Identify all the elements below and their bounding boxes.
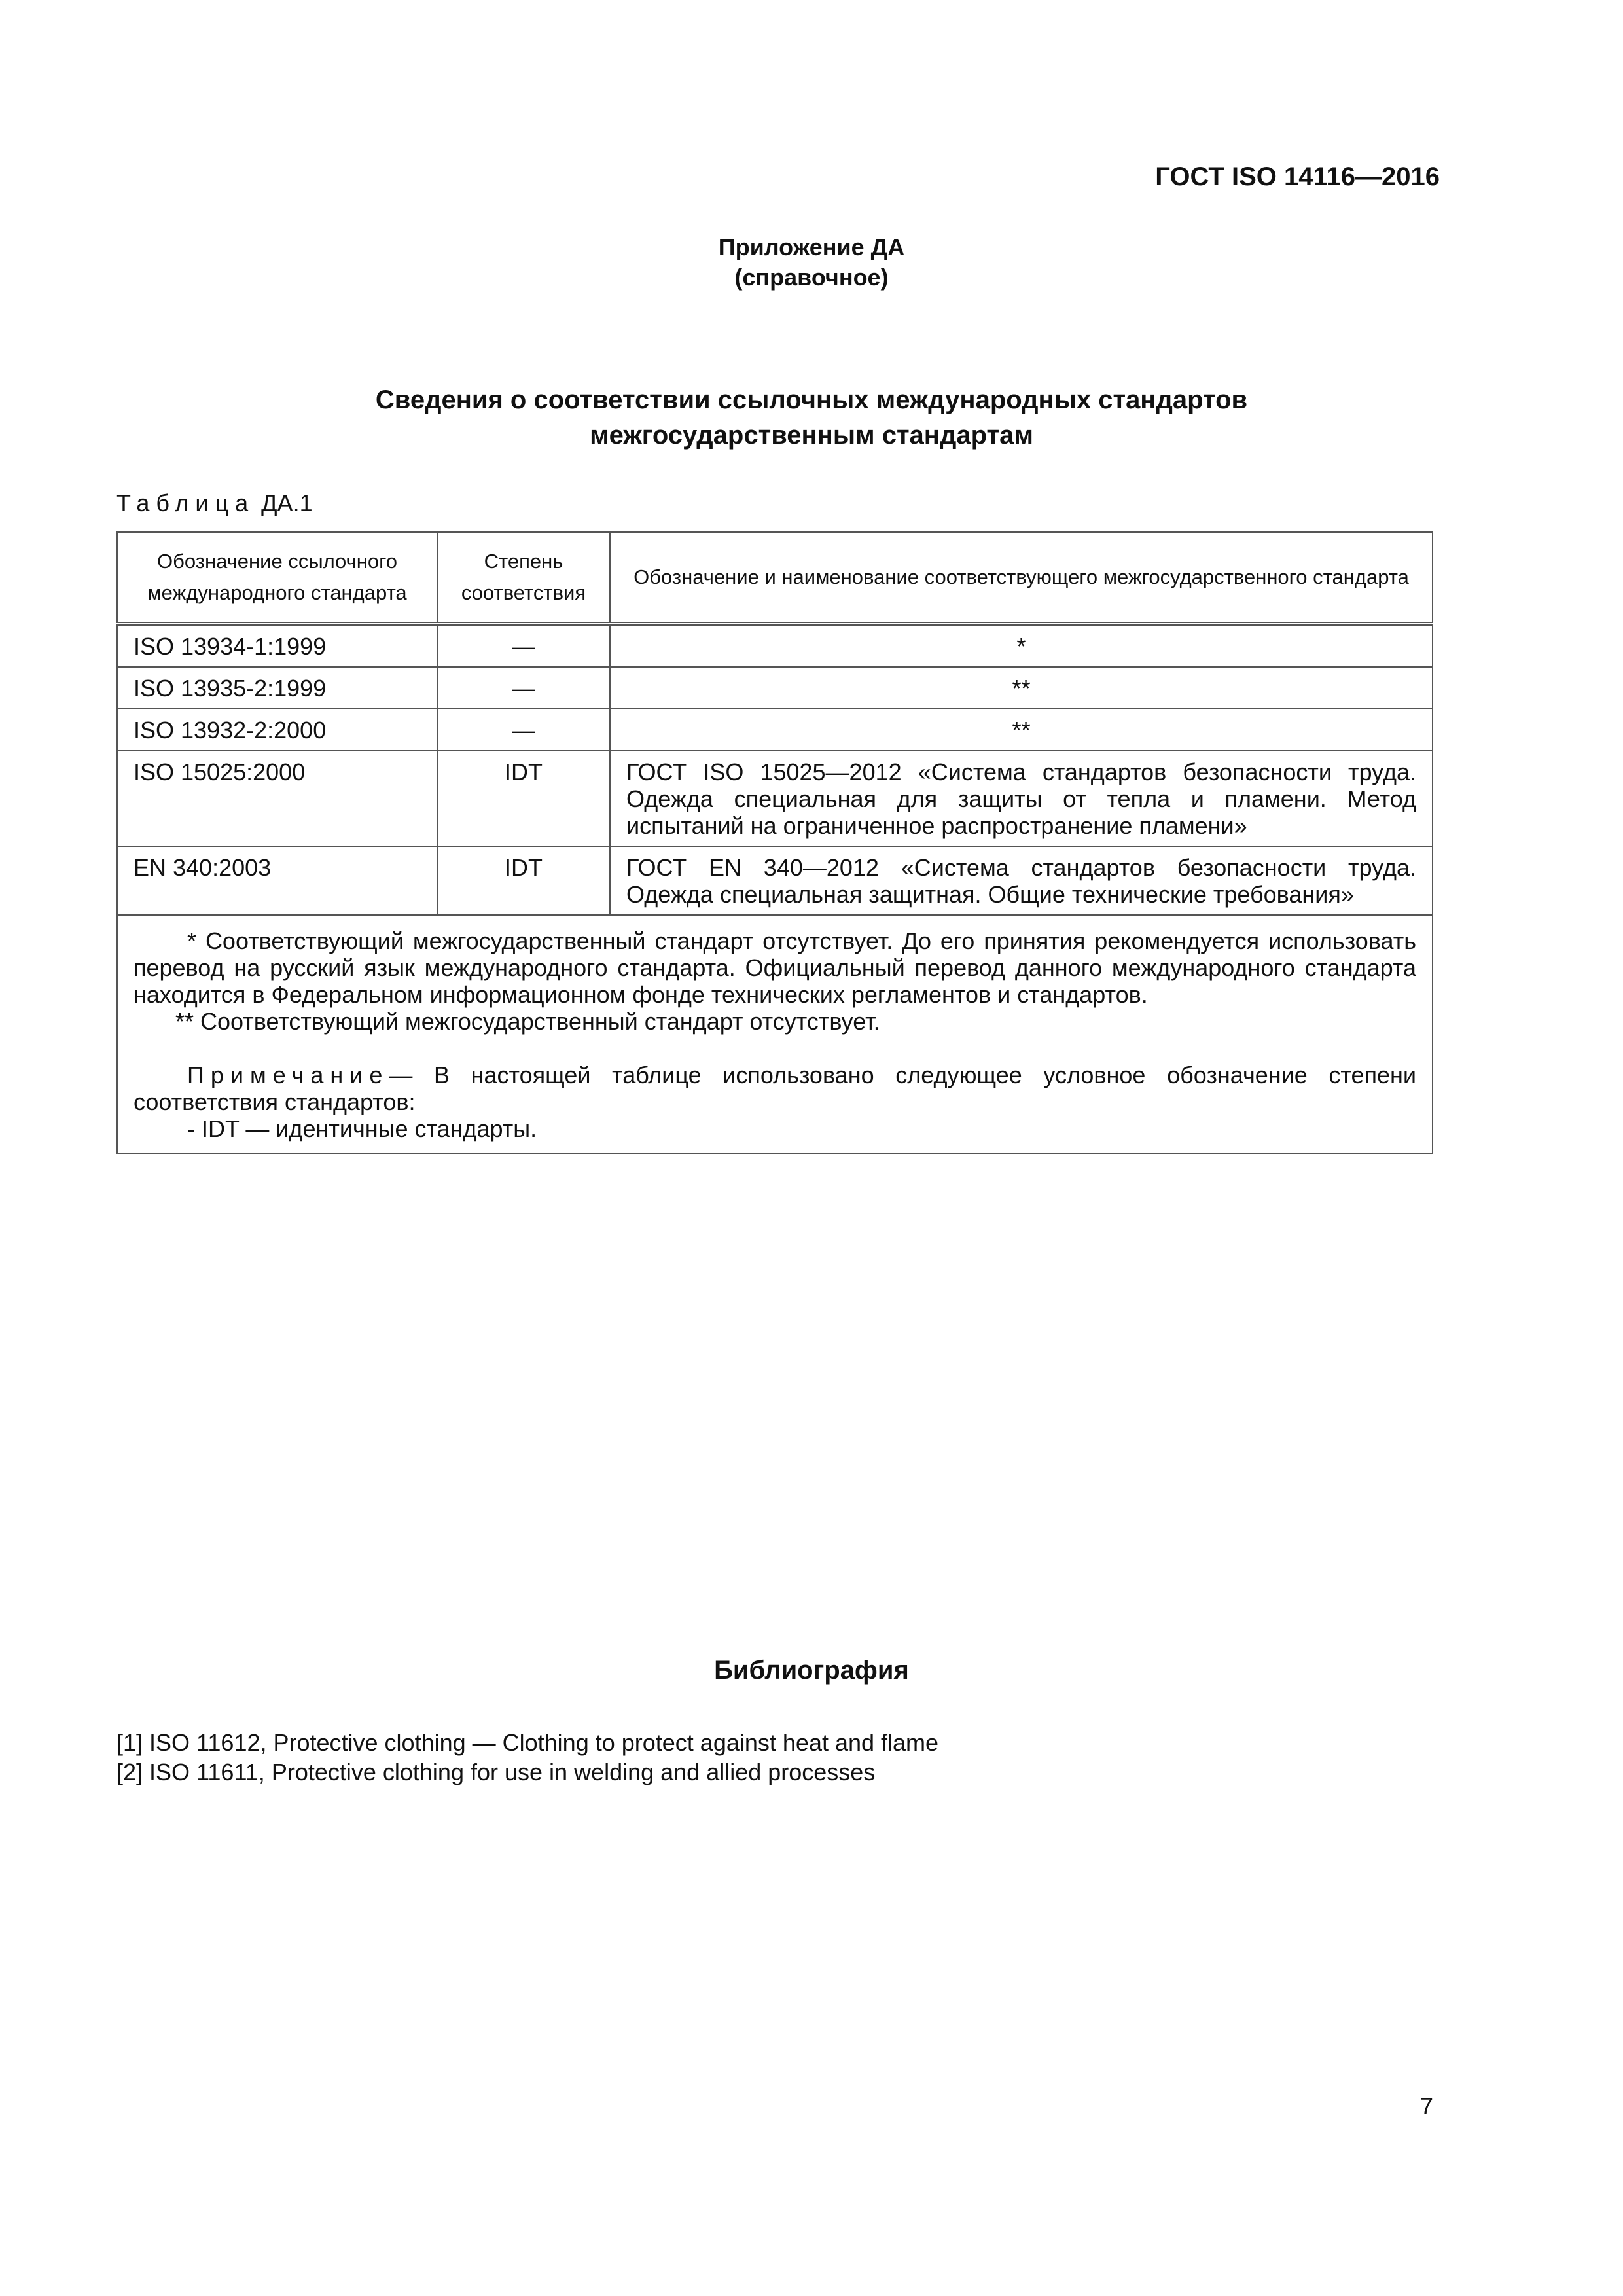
column-header-degree: Степень соответствия: [437, 532, 610, 624]
cell-degree: IDT: [437, 846, 610, 915]
cell-reference: ISO 13932-2:2000: [117, 709, 437, 751]
cell-gost: *: [610, 624, 1433, 667]
cell-gost: **: [610, 667, 1433, 709]
cell-degree: —: [437, 667, 610, 709]
cell-reference: ISO 13934-1:1999: [117, 624, 437, 667]
table-row: [117, 624, 1433, 667]
cell-gost: **: [610, 709, 1433, 751]
table-label: [116, 490, 313, 517]
section-title-line2: межгосударственным стандартам: [590, 421, 1033, 450]
bibliography-title: Библиография: [714, 1656, 909, 1685]
cell-gost: ГОСТ EN 340—2012 «Система стандартов безопасности труда. Одежда специальная защитная. Общие технические требования»: [610, 846, 1433, 915]
table-notes: [117, 915, 1433, 1153]
table-row: [117, 751, 1433, 846]
page-number: 7: [1419, 2092, 1433, 2119]
table-label-prefix: Таблица: [116, 490, 255, 516]
appendix-heading: [0, 232, 1623, 293]
cell-degree: —: [437, 709, 610, 751]
bibliography-list: [116, 1728, 938, 1787]
table-row: [117, 709, 1433, 751]
footnote-single-star: * Соответствующий межгосударственный стандарт отсутствует. До его принятия рекомендуется использовать перевод на русский язык международного стандарта. Официальный перевод данного международного стандарта находится в Федеральном информационном фонде технических регламентов и стандартов.: [134, 927, 1416, 1008]
section-title-line1: Сведения о соответствии ссылочных международных стандартов: [375, 386, 1248, 414]
correspondence-table: [116, 531, 1433, 1154]
note-item-idt: - IDT — идентичные стандарты.: [187, 1115, 537, 1142]
footnote-double-star: ** Соответствующий межгосударственный стандарт отсутствует.: [175, 1008, 880, 1035]
table-row: [117, 846, 1433, 915]
cell-reference: ISO 15025:2000: [117, 751, 437, 846]
document-code: ГОСТ ISO 14116—2016: [1155, 162, 1440, 191]
cell-degree: —: [437, 624, 610, 667]
note-label: Примечание: [187, 1062, 389, 1088]
cell-reference: EN 340:2003: [117, 846, 437, 915]
table-note: [134, 1062, 1416, 1115]
column-header-gost: Обозначение и наименование соответствующего межгосударственного стандарта: [610, 532, 1433, 624]
cell-gost: ГОСТ ISO 15025—2012 «Система стандартов безопасности труда. Одежда специальная для защиты от тепла и пламени. Метод испытаний на ограниченное распространение пламени»: [610, 751, 1433, 846]
bibliography-item: [2] ISO 11611, Protective clothing for use in welding and allied processes: [116, 1759, 876, 1785]
cell-degree: IDT: [437, 751, 610, 846]
cell-reference: ISO 13935-2:1999: [117, 667, 437, 709]
appendix-subtitle: (справочное): [734, 264, 889, 291]
section-title: [0, 382, 1623, 453]
column-header-reference: Обозначение ссылочного международного стандарта: [117, 532, 437, 624]
table-header-row: [117, 532, 1433, 624]
table-notes-row: [117, 915, 1433, 1153]
table-row: [117, 667, 1433, 709]
appendix-title: Приложение ДА: [718, 234, 905, 260]
table-label-number: ДА.1: [261, 490, 313, 516]
note-text: — В настоящей таблице использовано следующее условное обозначение степени соответствия стандартов:: [134, 1062, 1416, 1115]
bibliography-item: [1] ISO 11612, Protective clothing — Clothing to protect against heat and flame: [116, 1729, 939, 1756]
